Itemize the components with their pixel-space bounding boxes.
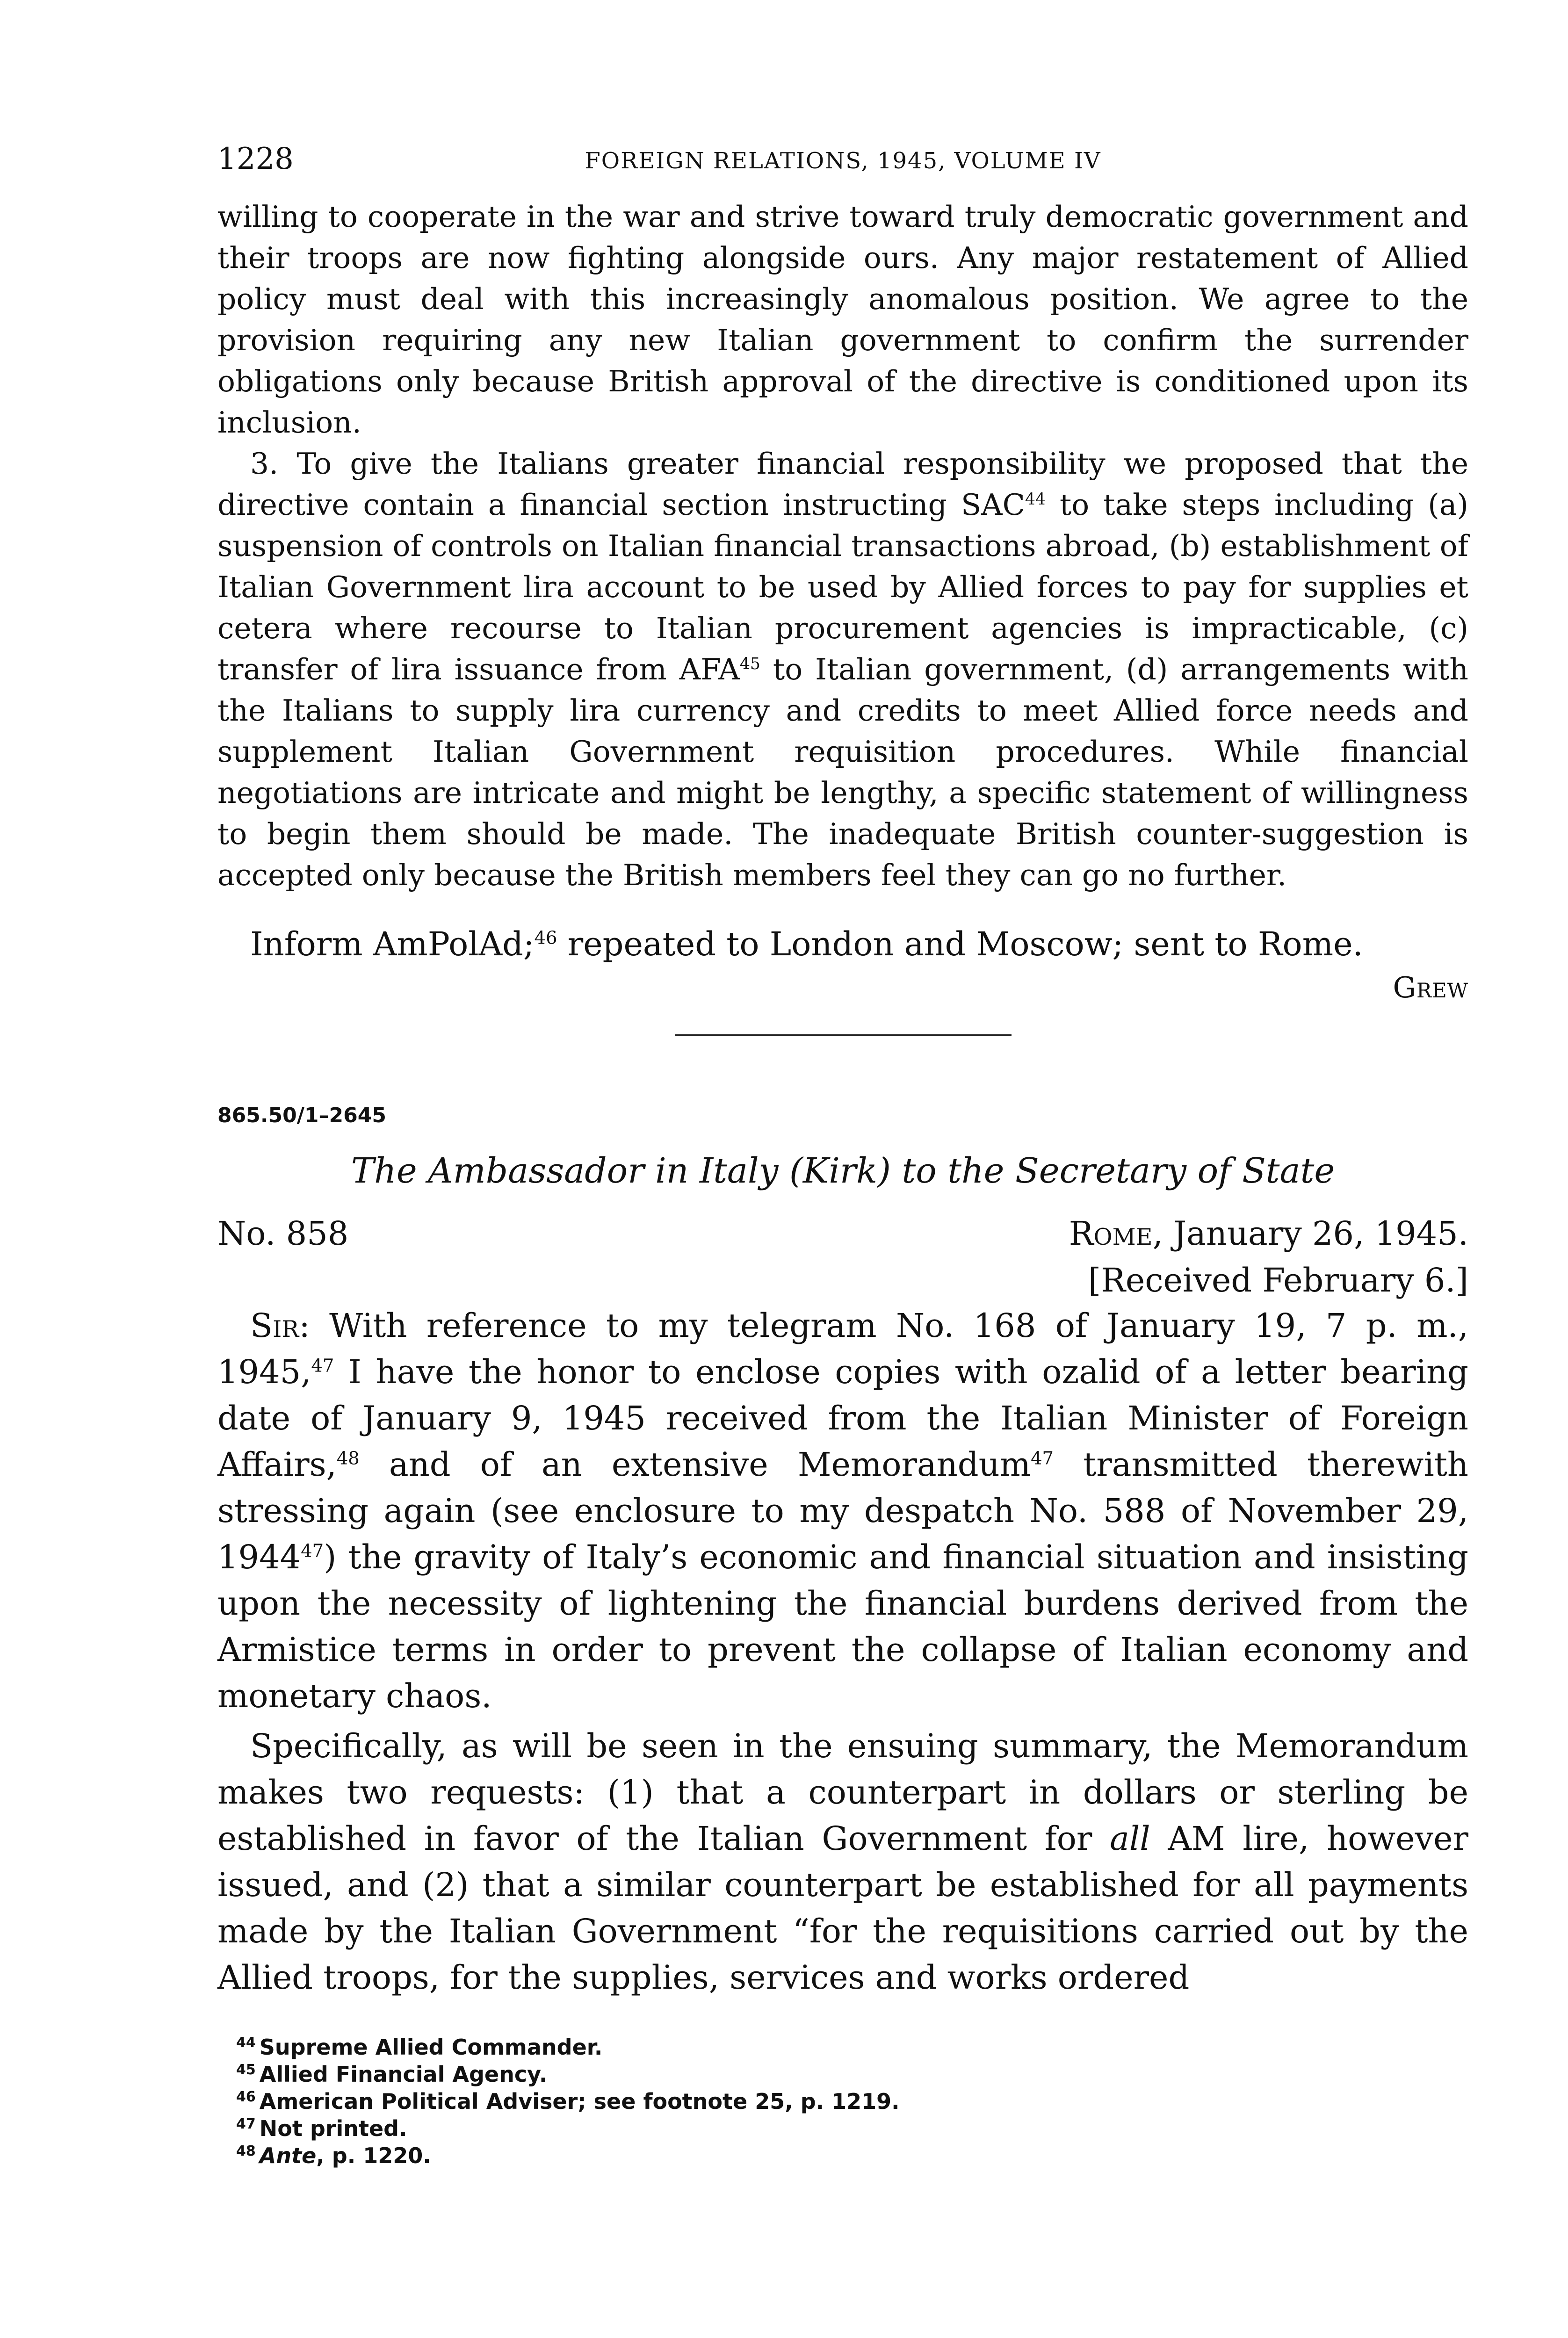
running-head [217, 140, 1468, 196]
footnote-mark: 44 [236, 2034, 256, 2051]
letter-paragraph-2 [217, 1723, 1468, 2001]
page [217, 140, 1468, 2169]
footnote [236, 2061, 1468, 2088]
running-title: FOREIGN RELATIONS, 1945, VOLUME IV [585, 148, 1101, 174]
footnote-text: Not printed. [259, 2116, 407, 2141]
letter-body [217, 1303, 1468, 2001]
dateline [217, 1211, 1468, 1258]
footnote-text: Supreme Allied Commander. [259, 2035, 603, 2060]
footnote-mark: 47 [236, 2115, 256, 2132]
salutation: Sir [250, 1306, 299, 1345]
file-number: 865.50/1–2645 [217, 1104, 386, 1127]
paragraph-text: : With reference to my telegram No. 168 of January 19, 7 p. m., 1945, [217, 1306, 1468, 1391]
signature: Grew [1393, 970, 1468, 1004]
emphasis-all: all [1110, 1819, 1150, 1858]
footnote-mark: 46 [236, 2088, 256, 2105]
paragraph-text: ) the gravity of Italy’s economic and financial situation and insisting upon the necessity of lightening the financial burdens derived from the Armistice terms in order to prevent the collapse of Italian economy and monetary chaos. [217, 1538, 1468, 1715]
footnote-ref-48: 48 [336, 1448, 360, 1469]
footnote-text: Allied Financial Agency. [259, 2062, 548, 2087]
section-divider [675, 1034, 1012, 1036]
place: Rome [1069, 1214, 1153, 1253]
paragraph-text: 3. To give the Italians greater financial responsibility we proposed that the directive contain a financial section instructing SAC [217, 447, 1468, 522]
continuation-paragraph-2 [217, 443, 1468, 896]
paragraph-text: I have the honor to enclose copies with ozalid of a letter bearing date of January 9, 1945 received from the Italian Minister of Foreign Affairs, [217, 1353, 1468, 1484]
letter-paragraph-1 [217, 1303, 1468, 1719]
continuation-paragraph-1: willing to cooperate in the war and strive toward truly democratic government and their troops are now fighting alongside ours. Any major restatement of Allied policy must deal with this increasingly anomalous position. We agree to the provision requiring any new Italian government to confirm the surrender obligations only because British approval of the directive is conditioned upon its inclusion. [217, 200, 1468, 440]
footnote-text-italic: Ante [259, 2143, 317, 2168]
footnote-ref-46: 46 [534, 927, 557, 949]
footnote-ref-44: 44 [1025, 490, 1046, 509]
received-date: [Received February 6.] [1088, 1261, 1468, 1299]
footnote-text: , p. 1220. [316, 2143, 431, 2168]
date: , January 26, 1945. [1152, 1214, 1468, 1253]
paragraph-text: Specifically, as will be seen in the ensuing summary, the Memorandum makes two requests: (1) that a counterpart in dollars or sterling be established in favor of the Italian Government for [217, 1727, 1468, 1858]
footnotes [217, 2034, 1468, 2169]
inform-line [217, 922, 1468, 967]
paragraph-text: and of an extensive Memorandum [359, 1445, 1031, 1484]
inform-text: Inform AmPolAd; [250, 925, 535, 963]
footnote-mark: 45 [236, 2061, 256, 2078]
footnote-ref-47: 47 [1031, 1448, 1054, 1469]
document-heading: The Ambassador in Italy (Kirk) to the Secretary of State [351, 1151, 1335, 1191]
footnote-ref-45: 45 [739, 655, 760, 673]
footnote [236, 2088, 1468, 2115]
footnote-mark: 48 [236, 2143, 256, 2159]
paragraph-text: transmitted therewith stressing again (see enclosure to my despatch No. 588 of November 29, 1944 [217, 1445, 1468, 1576]
footnote-ref-47: 47 [311, 1355, 334, 1377]
place-date [1069, 1211, 1468, 1256]
page-number: 1228 [217, 142, 294, 176]
paragraph-text: to Italian government, (d) arrangements with the Italians to supply lira currency and credits to meet Allied force needs and supplement Italian Government requisition procedures. While financial negotiations are intricate and might be lengthy, a specific statement of willingness to begin them should be made. The inadequate British counter-suggestion is accepted only because the British members feel they can go no further. [217, 652, 1468, 892]
continuation-text [217, 196, 1468, 896]
despatch-number: No. 858 [217, 1214, 349, 1253]
footnote-text: American Political Adviser; see footnote 25, p. 1219. [259, 2089, 900, 2114]
inform-text: repeated to London and Moscow; sent to Rome. [557, 925, 1363, 963]
footnote [236, 2115, 1468, 2142]
paragraph-text: to take steps including (a) suspension of controls on Italian financial transactions abroad, (b) establishment of Italian Government lira account to be used by Allied forces to pay for supplies et cetera where recourse to Italian procurement agencies is impracticable, (c) transfer of lira issuance from AFA [217, 488, 1468, 686]
footnote [236, 2142, 1468, 2169]
footnote [236, 2034, 1468, 2061]
footnote-ref-47: 47 [301, 1540, 324, 1562]
paragraph-text: AM lire, however issued, and (2) that a similar counterpart be established for all payments made by the Italian Government “for the requisitions carried out by the Allied troops, for the supplies, services and works ordered [217, 1819, 1468, 1997]
